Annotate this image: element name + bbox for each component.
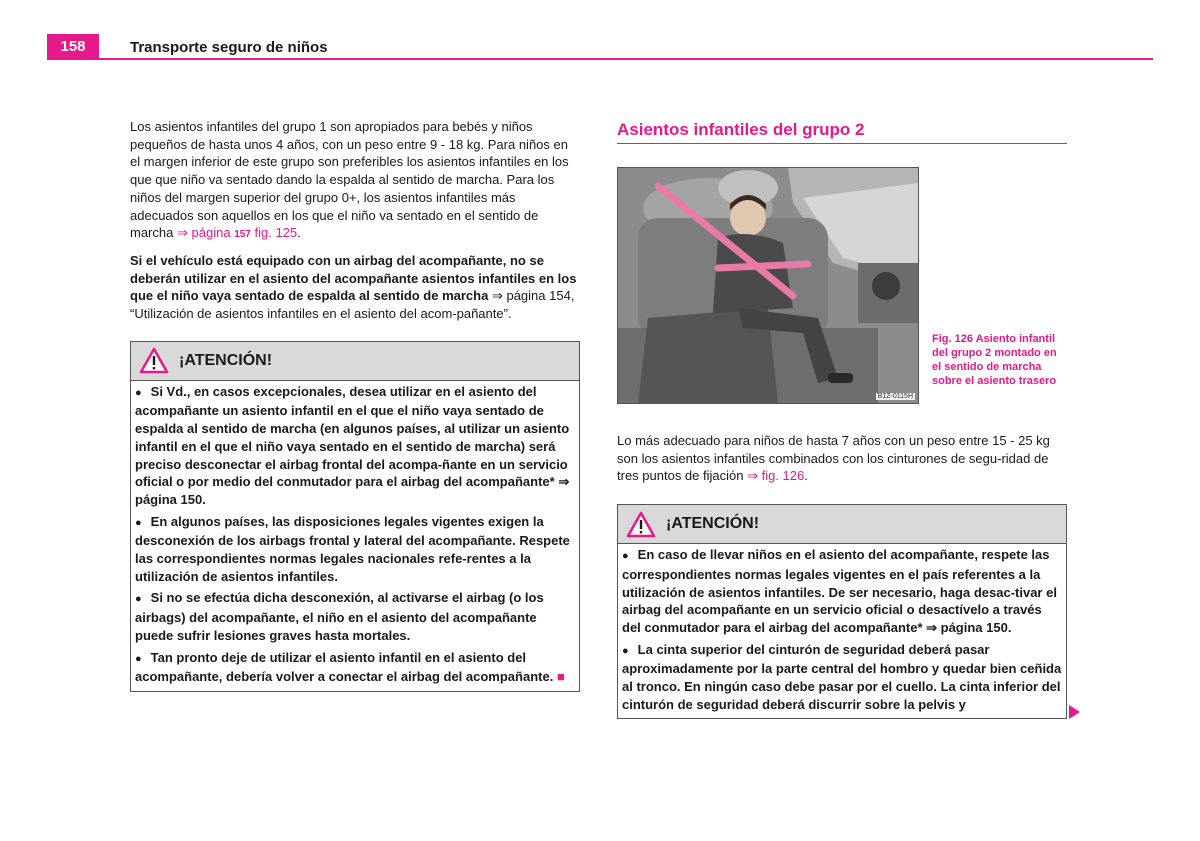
page-link-number[interactable]: 157 [234,229,251,241]
figure-caption: Fig. 126 Asiento infantil del grupo 2 montado en el sentido de marcha sobre el asiento trasero [932,333,1057,387]
warning-header [618,505,1066,544]
warning-triangle-icon [139,347,169,374]
warning-item-text: Tan pronto deje de utilizar el asiento infantil en el asiento del acompañante, debería volver a conectar el airbag del acompañante. [135,649,554,685]
warning-item [135,513,575,586]
warning-body [618,544,1066,718]
bullet-icon: ● [135,516,142,529]
page-number: 158 [47,34,99,60]
bullet-icon: ● [135,652,142,665]
bullet-icon: ● [622,550,629,563]
warning-item [622,546,1062,637]
figure-row [617,167,1067,404]
airbag-bold-text: Si el vehículo está equipado con un airbag del acompañante, no se deberán utilizar en el asiento del acompañante asientos infantiles en los que el niño vaya sentado de espalda al sentido de marcha [130,252,577,304]
warning-title: ¡ATENCIÓN! [179,351,273,369]
intro-paragraph [130,118,580,244]
section-title: Asientos infantiles del grupo 2 [617,120,1067,144]
warning-title: ¡ATENCIÓN! [666,515,760,533]
left-column [130,118,580,692]
figure-link[interactable]: ⇒ fig. 126 [747,468,805,484]
figure-illustration [617,167,919,404]
end-mark-icon: ■ [556,669,565,685]
warning-item-text: En caso de llevar niños en el asiento del acompañante, respete las correspondientes normas legales vigentes en el país referentes a la utilización de asientos infantiles. De ser necesario, haga desac-tivar el airbag del acompañante en un servicio oficial o desactívelo a través del conmutador para el airbag del acompañante* ⇒ página 150. [622,547,1057,635]
warning-body [131,381,579,691]
warning-box-right [617,504,1067,719]
right-column [617,118,1067,719]
group2-end: . [804,468,808,484]
airbag-reference: ⇒ página 154, “Utilización de asientos infantiles en el asiento del acom-pañante”. [130,288,575,322]
warning-item-text: La cinta superior del cinturón de seguridad deberá pasar aproximadamente por la parte central del hombro y quedar bien ceñida al tronco. En ningún caso debe pasar por el cuello. La cinta inferior del cinturón de seguridad deberá discurrir sobre la pelvis y [622,641,1062,712]
figure-code: B1Z-0115H [877,393,913,400]
warning-box-left [130,341,580,692]
page-link-label[interactable]: página [191,225,231,241]
child-seat-illustration [618,168,918,403]
warning-item-text: Si no se efectúa dicha desconexión, al activarse el airbag (o los airbags) del acompañante, el niño en el asiento del acompañante puede sufrir lesiones graves hasta mortales. [135,590,544,643]
intro-text: Los asientos infantiles del grupo 1 son apropiados para bebés y niños pequeños de hasta unos 4 años, con un peso entre 9 - 18 kg. Para niños en el margen inferior de este grupo son preferibles los asientos infantiles en los que que niño va sentado dando la espalda al sentido de marcha. Para los niños del margen superior del grupo 0+, los asientos infantiles más adecuados son aquellos en los que el niño va sentado en el sentido de marcha [130,119,569,241]
warning-item-text: Si Vd., en casos excepcionales, desea utilizar en el asiento del acompañante un asiento infantil en el que el niño vaya sentado de espalda al sentido de marcha (en algunos países, al utilizar un asiento infantil en el que el niño vaya sentado en el sentido de marcha) será preciso desconectar el airbag frontal del acompa-ñante en un servicio oficial o por medio del conmutador para el airbag del acompañante* ⇒ página 150. [135,383,570,507]
bullet-icon: ● [135,593,142,606]
figure-link[interactable]: fig. 125 [254,225,298,241]
continue-arrow-icon[interactable] [1069,705,1080,719]
bullet-icon: ● [135,386,142,399]
warning-triangle-icon [626,511,656,538]
warning-header [131,342,579,381]
group2-paragraph [617,432,1067,485]
page-link-arrow[interactable]: ⇒ [176,225,188,241]
group2-text: Lo más adecuado para niños de hasta 7 años con un peso entre 15 - 25 kg son los asientos infantiles combinados con los cinturones de segu-ridad de tres puntos de fijación [617,433,1050,484]
intro-end: . [297,225,301,241]
bullet-icon: ● [622,644,629,657]
warning-item [135,649,575,686]
chapter-title: Transporte seguro de niños [130,39,328,56]
warning-item [135,589,575,644]
warning-item [622,641,1062,714]
warning-item-text: En algunos países, las disposiciones legales vigentes exigen la desconexión de los airbags frontal y lateral del acompañante. Respete las correspondientes normas legales nacionales refe-rentes a la utilización de asientos infantiles. [135,513,570,584]
airbag-paragraph [130,252,580,323]
header-rule [47,58,1153,60]
warning-item [135,383,575,509]
